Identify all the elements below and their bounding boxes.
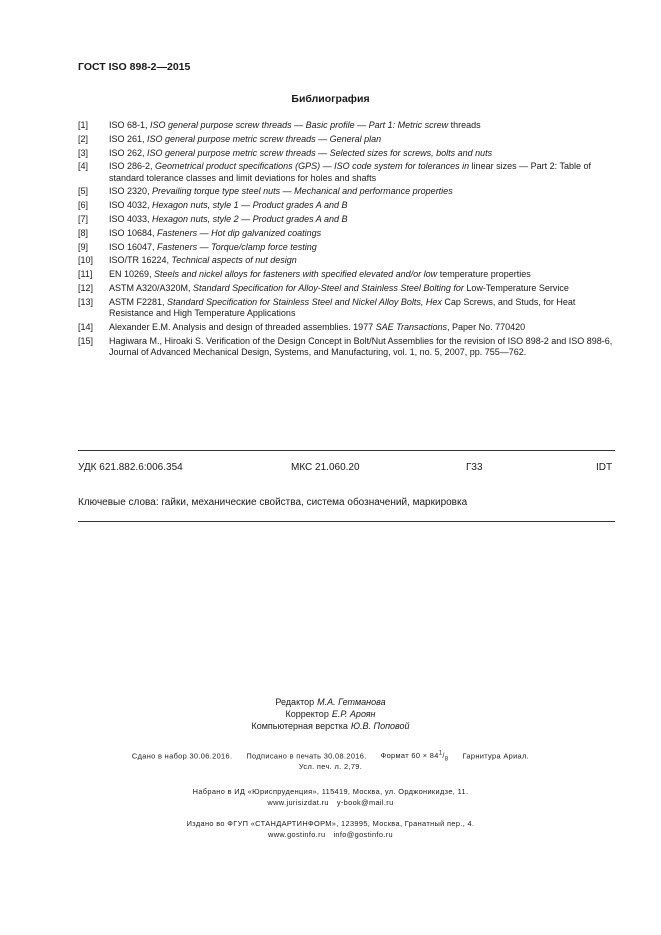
bibliography-entry <box>78 200 616 211</box>
idt-code: IDT <box>596 462 613 473</box>
bibliography-entry-text <box>109 120 616 131</box>
bibliography-entry-segment: threads <box>448 120 481 130</box>
staff-corrector <box>0 709 661 719</box>
bibliography-entry <box>78 214 616 225</box>
bibliography-entry-text <box>109 269 616 280</box>
sheets-line: Усл. печ. л. 2,79. <box>298 762 363 771</box>
bibliography-entry <box>78 161 616 183</box>
bibliography-entry-title: Standard Specification for Alloy-Steel and Stainless Steel Bolting for <box>193 282 464 293</box>
publisher-line: Издано во ФГУП «СТАНДАРТИНФОРМ», 123995, Москва, Гранатный пер., 4. <box>186 819 475 828</box>
bibliography-entry-segment: temperature properties <box>437 269 531 280</box>
bottom-divider <box>78 521 615 522</box>
bibliography-entry-segment: , Paper No. 770420 <box>447 321 526 332</box>
bibliography-entry-title: ISO general purpose screw threads — Basic profile — Part 1: Metric screw <box>150 120 449 130</box>
bibliography-entry-text <box>109 336 616 358</box>
bibliography-entry-number: [7] <box>78 213 89 224</box>
bibliography-entry-segment: ISO 16047, <box>109 241 158 252</box>
bibliography-entry-segment: ASTM F2281, <box>109 296 168 307</box>
document-header: ГОСТ ISO 898-2—2015 <box>78 61 191 73</box>
bibliography-entry-segment: ISO 286-2, <box>109 161 156 172</box>
typeset-line: Набрано в ИД «Юриспруденция», 115419, Москва, ул. Орджоникидзе, 11. <box>192 787 469 796</box>
bibliography-entry-segment: ISO 261, <box>109 133 148 144</box>
bibliography-entry-segment: Hagiwara M., Hiroaki S. Verification of the Design Concept in Bolt/Nut Assemblies for the revision of ISO 898-2 and ISO 898-6, Journal of Advanced Mechanical Design, Systems, and Manufacturing, vol. 1, no. 5, 2007, pp. 755—762. <box>109 335 613 357</box>
bibliography-entry-number: [5] <box>78 186 89 197</box>
bibliography-entry-title: Hexagon nuts, style 2 — Product grades A and B <box>152 213 348 224</box>
keywords-line: Ключевые слова: гайки, механические свойства, система обозначений, маркировка <box>78 497 468 508</box>
bibliography-entry-number: [15] <box>78 335 94 346</box>
paper-format: Формат $60 \times 84^1/_8$ <box>380 751 449 763</box>
signed-date: Подписано в печать 30.08.2016. <box>246 751 367 761</box>
bibliography-entry-text <box>109 283 616 294</box>
bibliography-entry <box>78 255 616 266</box>
bibliography-entry-segment: ISO 262, <box>109 147 148 158</box>
bibliography-entry-text <box>109 186 616 197</box>
bibliography-entry-number: [8] <box>78 227 89 238</box>
bibliography-entry-text <box>109 148 616 159</box>
bibliography-entry-segment: ISO 4033, <box>109 213 153 224</box>
bibliography-entry-number: [10] <box>78 255 94 266</box>
bibliography-entry-number: [9] <box>78 241 89 252</box>
bibliography-entry <box>78 134 616 145</box>
bibliography-entry-text <box>109 161 616 183</box>
typeset-site-link[interactable]: www.jurisizdat.ru <box>267 798 329 807</box>
bibliography-entry-segment: Low-Temperature Service <box>463 282 569 293</box>
bibliography-entry-number: [14] <box>78 321 94 332</box>
bibliography-entry <box>78 297 616 319</box>
mks-code: МКС 21.060.20 <box>291 462 360 473</box>
bibliography-entry <box>78 283 616 294</box>
bibliography-entry-number: [11] <box>78 269 93 280</box>
staff-role: Редактор <box>275 697 315 707</box>
bibliography-entry-title: ISO general purpose metric screw threads — General plan <box>147 133 382 144</box>
publisher-contacts <box>0 830 661 839</box>
typeface: Гарнитура Ариал. <box>462 751 530 761</box>
bibliography-entry-segment: linear sizes — Part 2: Table of standard tolerance classes and limit deviations for holes and shafts <box>109 161 592 183</box>
bibliography-entry-text <box>109 322 616 333</box>
bibliography-entry-segment: ISO 2320, <box>109 186 153 197</box>
bibliography-entry-title: Hexagon nuts, style 1 — Product grades A and B <box>152 200 348 211</box>
bibliography-entry-text <box>109 242 616 253</box>
udk-code: УДК 621.882.6:006.354 <box>78 462 183 473</box>
bibliography-entry <box>78 269 616 280</box>
bibliography-entry-text <box>109 297 616 319</box>
bibliography-entry-number: [6] <box>78 200 89 211</box>
bibliography-entry-title: Technical aspects of nut design <box>171 255 297 266</box>
bibliography-entry-title: Prevailing torque type steel nuts — Mechanical and performance properties <box>152 186 453 197</box>
staff-person: Ю.В. Поповой <box>350 721 410 731</box>
bibliography-entry <box>78 242 616 253</box>
bibliography-entry-segment: ISO/TR 16224, <box>109 255 172 266</box>
typeset-contacts <box>0 798 661 807</box>
bibliography-entry-number: [12] <box>78 282 94 293</box>
bibliography-entry-title: ISO general purpose metric screw threads — Selected sizes for screws, bolts and nuts <box>147 147 493 158</box>
typeset-email-link[interactable]: y-book@mail.ru <box>336 798 394 807</box>
bibliography-entry-number: [13] <box>78 296 94 307</box>
publisher-site-link[interactable]: www.gostinfo.ru <box>268 830 326 839</box>
bibliography-entry-title: Fasteners — Hot dip galvanized coatings <box>157 227 322 238</box>
bibliography-entry-title: SAE Transactions <box>375 321 448 332</box>
bibliography-entry <box>78 322 616 333</box>
bibliography-entry-number: [2] <box>78 133 89 144</box>
staff-role: Корректор <box>285 709 329 719</box>
bibliography-entry <box>78 186 616 197</box>
bibliography-entry-text <box>109 214 616 225</box>
bibliography-entry-segment: Alexander E.M. Analysis and design of threaded assemblies. 1977 <box>109 321 376 332</box>
bibliography-entry-segment: Cap Screws, and Studs, for Heat Resistance and High Temperature Applications <box>109 296 576 318</box>
bibliography-entry-segment: EN 10269, <box>109 269 155 280</box>
submitted-date: Сдано в набор 30.06.2016. <box>131 751 233 761</box>
bibliography-list <box>78 120 616 361</box>
bibliography-entry-title: Geometrical product specifications (GPS) — ISO code system for tolerances in <box>155 161 470 172</box>
staff-role: Компьютерная верстка <box>251 721 348 731</box>
staff-person: Е.Р. Ароян <box>331 709 376 719</box>
bibliography-entry-number: [1] <box>78 120 89 130</box>
staff-layout <box>0 721 661 731</box>
bibliography-entry-text <box>109 200 616 211</box>
staff-person: М.А. Гетманова <box>317 697 386 707</box>
bibliography-entry-text <box>109 255 616 266</box>
bibliography-entry-segment: ISO 4032, <box>109 200 153 211</box>
bibliography-entry-text <box>109 228 616 239</box>
bibliography-entry-segment: ISO 10684, <box>109 227 158 238</box>
bibliography-entry <box>78 120 616 131</box>
bibliography-title: Библиография <box>291 93 370 105</box>
staff-editor <box>0 697 661 707</box>
bibliography-entry-number: [4] <box>78 161 89 172</box>
bibliography-entry <box>78 336 616 358</box>
bibliography-entry-title: Steels and nickel alloys for fasteners with specified elevated and/or low <box>154 269 438 280</box>
bibliography-entry-segment: ASTM A320/A320M, <box>109 282 194 293</box>
bibliography-entry-text <box>109 134 616 145</box>
bibliography-entry-segment: ISO 68-1, <box>109 120 151 130</box>
bibliography-entry-title: Fasteners — Torque/clamp force testing <box>157 241 317 252</box>
bibliography-entry-title: Standard Specification for Stainless Steel and Nickel Alloy Bolts, Hex <box>167 296 442 307</box>
bibliography-entry <box>78 148 616 159</box>
bibliography-entry-number: [3] <box>78 147 89 158</box>
group-code: Г33 <box>466 462 483 473</box>
top-divider <box>78 450 615 451</box>
publisher-email-link[interactable]: info@gostinfo.ru <box>333 830 393 839</box>
bibliography-entry <box>78 228 616 239</box>
